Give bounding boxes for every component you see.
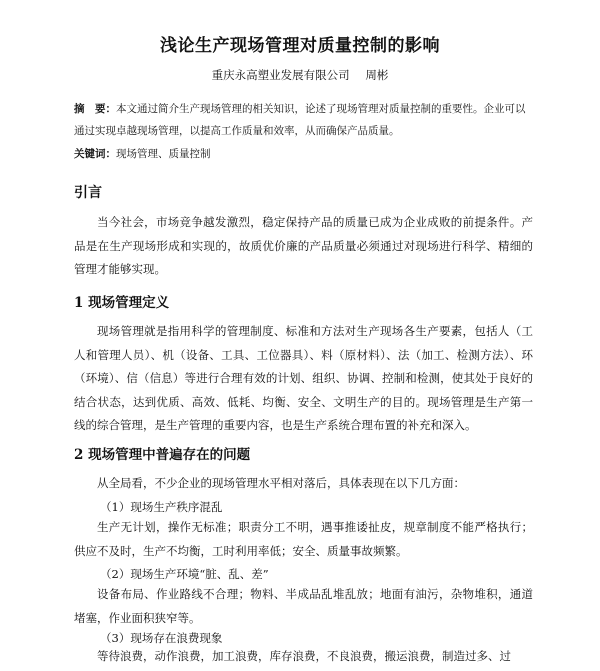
section1-heading: 1 现场管理定义 [74,295,170,311]
section1-paragraph: 现场管理就是指用科学的管理制度、标准和方法对生产现场各生产要素，包括人（工人和管理人员）、机（设备、工具、工位器具）、料（原材料）、法（加工、检测方法）、环（环境）、信（信息）等进行合理有效的计划、组织、协调、控制和检测，使其处于良好的结合状态，达到优质、高效、低耗、均衡、安全、文明生产的目的。现场管理是生产第一线的综合管理，是生产管理的重要内容，也是生产系统合理布置的补充和深入。 [74,324,533,433]
issue-2-title: （2）现场生产环境“脏、乱、差” [100,567,269,581]
section2-intro: 从全局看，不少企业的现场管理水平相对落后，具体表现在以下几方面： [97,476,465,490]
intro-heading: 引言 [74,185,102,201]
abstract-text: 本文通过简介生产现场管理的相关知识，论述了现场管理对质量控制的重要性。企业可以通过实现卓越现场管理，以提高工作质量和效率，从而确保产品质量。 [74,103,526,137]
keywords-label: 关键词： [74,148,116,160]
author-line [0,67,600,83]
issue-3-text: 等待浪费，动作浪费，加工浪费，库存浪费，不良浪费，搬运浪费，制造过多、过 [97,649,511,663]
author-name: 周彬 [365,68,389,82]
paper-title: 浅论生产现场管理对质量控制的影响 [160,36,440,56]
keywords [74,146,534,161]
author-company: 重庆永高塑业发展有限公司 [211,68,350,82]
keywords-text: 现场管理、质量控制 [116,148,211,160]
issue-1-title: （1）现场生产秩序混乱 [100,500,223,514]
abstract-label: 摘 要： [74,103,116,115]
issue-2-text: 设备布局、作业路线不合理；物料、半成品乱堆乱放；地面有油污，杂物堆积，通道堵塞，作业面积狭窄等。 [74,587,533,625]
intro-paragraph: 当今社会，市场竞争越发激烈，稳定保持产品的质量已成为企业成败的前提条件。产品是在生产现场形成和实现的，故质优价廉的产品质量必须通过对现场进行科学、精细的管理才能够实现。 [74,215,533,277]
abstract [74,98,534,142]
issue-1-text: 生产无计划，操作无标准；职责分工不明，遇事推诿扯皮，规章制度不能严格执行；供应不及时，生产不均衡，工时利用率低；安全、质量事故频繁。 [74,520,533,558]
section2-heading: 2 现场管理中普遍存在的问题 [74,447,251,463]
issue-3-title: （3）现场存在浪费现象 [100,631,223,645]
